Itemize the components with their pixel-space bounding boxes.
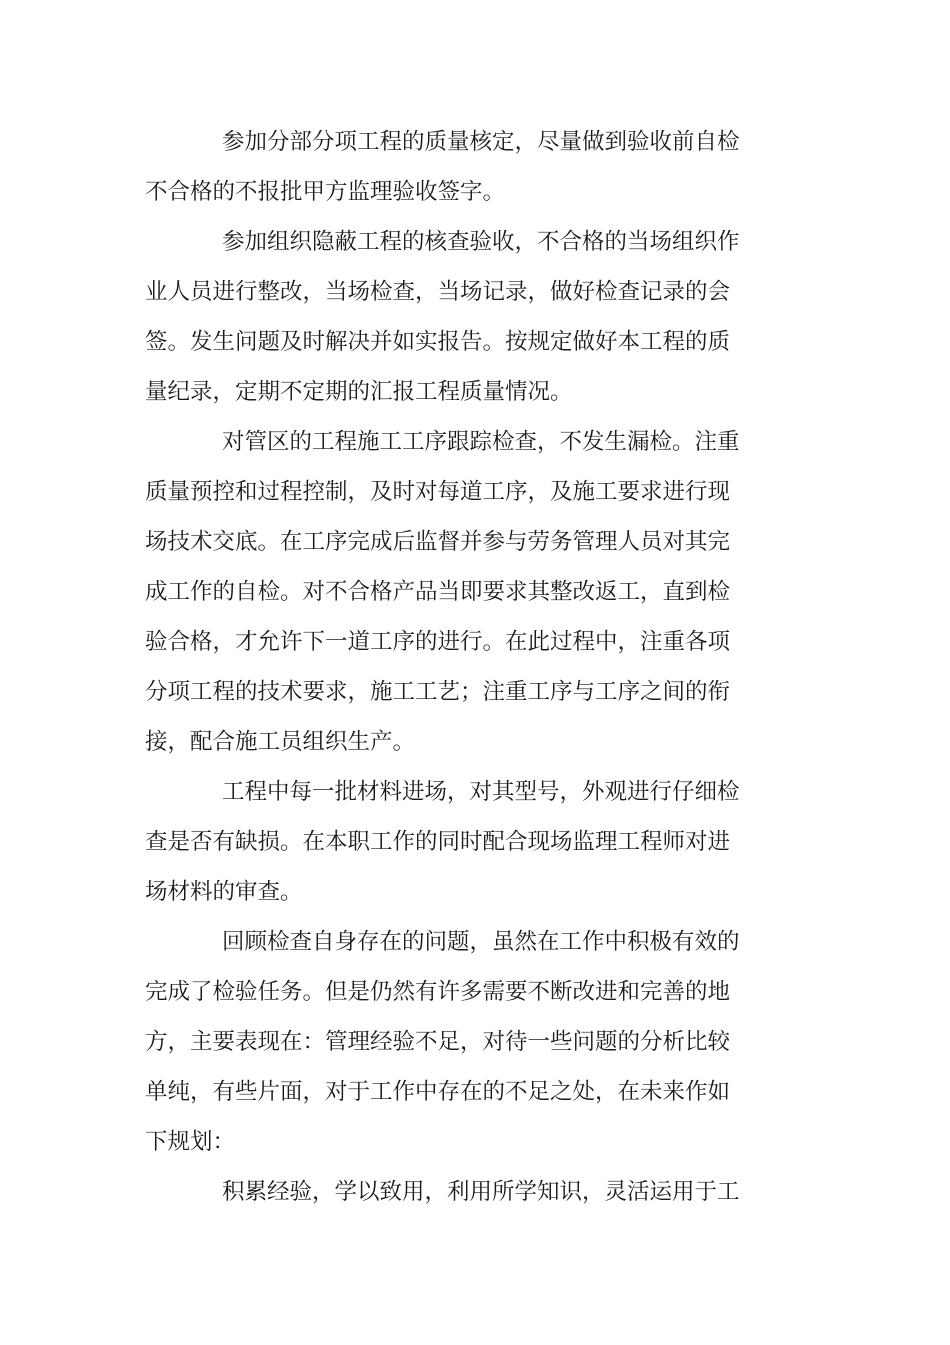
paragraph-line: 接，配合施工员组织生产。 xyxy=(145,729,416,755)
paragraph-line: 成工作的自检。对不合格产品当即要求其整改返工，直到检 xyxy=(145,579,731,605)
paragraph-line: 查是否有缺损。在本职工作的同时配合现场监理工程师对进 xyxy=(145,829,731,855)
paragraph-line: 工程中每一批材料进场，对其型号，外观进行仔细检 xyxy=(222,779,740,805)
paragraph-line: 积累经验，学以致用，利用所学知识，灵活运用于工 xyxy=(222,1179,740,1205)
paragraph-line: 完成了检验任务。但是仍然有许多需要不断改进和完善的地 xyxy=(145,979,731,1005)
paragraph-line: 量纪录，定期不定期的汇报工程质量情况。 xyxy=(145,379,573,405)
document-body xyxy=(145,117,755,1217)
paragraph-line: 方，主要表现在：管理经验不足，对待一些问题的分析比较 xyxy=(145,1029,731,1055)
paragraph-line: 分项工程的技术要求，施工工艺；注重工序与工序之间的衔 xyxy=(145,679,731,705)
paragraph-line: 场技术交底。在工序完成后监督并参与劳务管理人员对其完 xyxy=(145,529,731,555)
paragraph-line: 质量预控和过程控制，及时对每道工序，及施工要求进行现 xyxy=(145,479,731,505)
paragraph-line: 验合格，才允许下一道工序的进行。在此过程中，注重各项 xyxy=(145,629,731,655)
paragraph-line: 下规划： xyxy=(145,1129,236,1155)
paragraph-line: 签。发生问题及时解决并如实报告。按规定做好本工程的质 xyxy=(145,329,731,355)
paragraph-line: 不合格的不报批甲方监理验收签字。 xyxy=(145,179,506,205)
paragraph-line: 参加组织隐蔽工程的核查验收，不合格的当场组织作 xyxy=(222,229,740,255)
paragraph-line: 单纯，有些片面，对于工作中存在的不足之处，在未来作如 xyxy=(145,1079,731,1105)
paragraph-line: 业人员进行整改，当场检查，当场记录，做好检查记录的会 xyxy=(145,279,731,305)
paragraph-line: 对管区的工程施工工序跟踪检查，不发生漏检。注重 xyxy=(222,429,740,455)
paragraph-line: 参加分部分项工程的质量核定，尽量做到验收前自检 xyxy=(222,129,740,155)
paragraph-line: 回顾检查自身存在的问题，虽然在工作中积极有效的 xyxy=(222,929,740,955)
paragraph-line: 场材料的审查。 xyxy=(145,879,303,905)
